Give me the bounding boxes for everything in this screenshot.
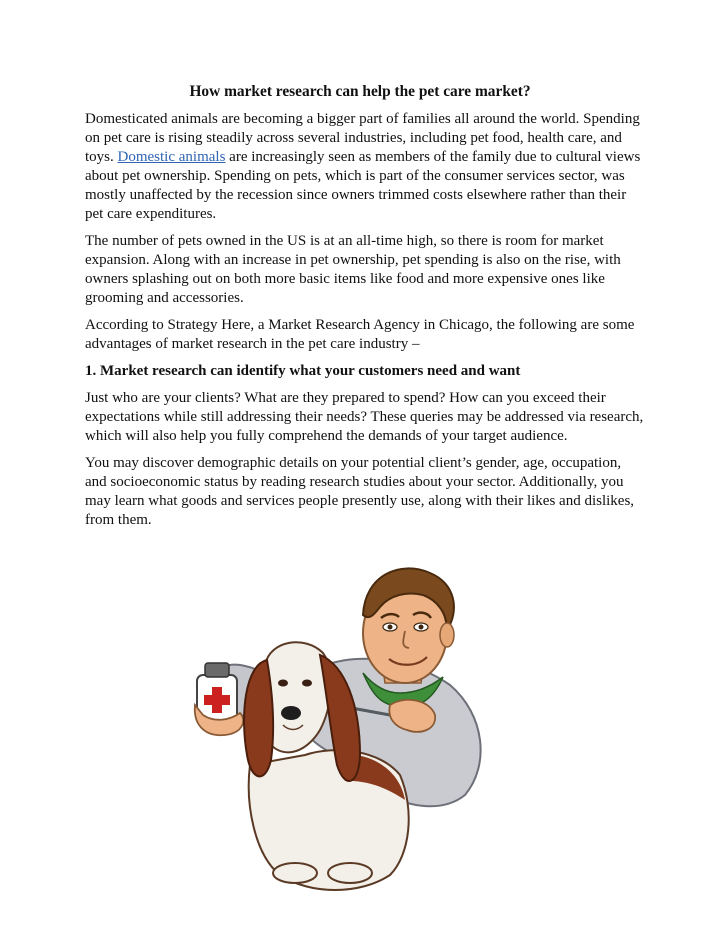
dog-paw-right [328,863,372,883]
vet-pupil-left [388,625,393,630]
dog-paw-left [273,863,317,883]
paragraph-strategy-here: According to Strategy Here, a Market Research Agency in Chicago, the following are some advantages of market research in the pet care industry – [85,317,635,352]
vet-pupil-right [419,625,424,630]
page-title: How market research can help the pet care market? [189,83,531,100]
document-body [85,110,645,538]
section-heading-1: 1. Market research can identify what your customers need and want [85,363,521,379]
dog-eye-left [278,680,288,687]
vet-and-dog-illustration [185,555,535,905]
vet-ear [440,623,454,647]
domestic-animals-link[interactable]: Domestic animals [117,149,226,165]
paragraph-intro [85,110,645,224]
paragraph-demographics: You may discover demographic details on your potential client’s gender, age, occupation, and socioeconomic status by reading research studies about your sector. Additionally, you may learn what goods and services people presently use, along with their likes and dislikes, from them. [85,455,635,528]
dog-eye-right [302,680,312,687]
dog-nose [281,706,301,720]
paragraph-pet-ownership: The number of pets owned in the US is at an all-time high, so there is room for market expansion. Along with an increase in pet ownership, pet spending is also on the rise, with owners splashing out on both more basic items like food and more expensive ones like grooming and accessories. [85,233,621,306]
paragraph-clients: Just who are your clients? What are they prepared to spend? How can you exceed their expectations while still addressing their needs? These queries may be addressed via research, which will also help you fully comprehend the demands of your target audience. [85,390,644,444]
paragraph-intro-text-start: Domesticated animals are becoming a bigger part of families all around the world. Spending on pet care is rising steadily across several industries, including pet food, health care, and toys. [85,111,640,165]
paragraph-intro-text-end: are increasingly seen as members of the family due to cultural views about pet ownership. Spending on pets, which is part of the consumer services sector, was mostly unaffected by the recession since owners trimmed costs elsewhere rather than their pet care expenditures. [85,149,641,222]
